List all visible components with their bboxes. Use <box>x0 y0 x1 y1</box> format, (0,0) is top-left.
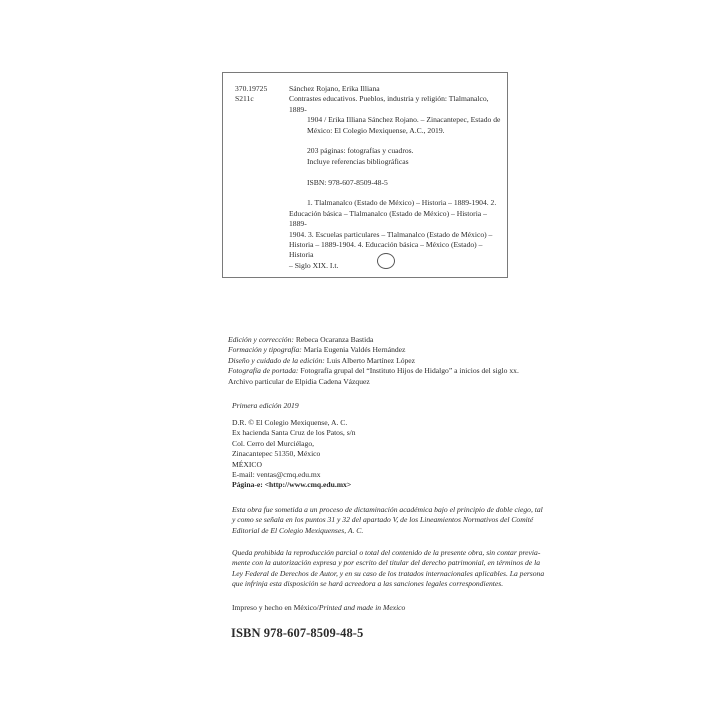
card-hole-icon <box>377 253 395 269</box>
copyright-notice <box>232 548 592 590</box>
edition: Primera edición 2019 <box>232 401 299 410</box>
address-line: Zinacantepec 51350, México <box>232 449 321 459</box>
catalog-title-line: 1904 / Erika Illiana Sánchez Rojano. – Zinacantepec, Estado de <box>307 115 501 125</box>
email-line: E-mail: ventas@cmq.edu.mx <box>232 470 321 480</box>
notice-line: Queda prohibida la reproducción parcial o total del contenido de la presente obra, sin contar previa- <box>232 548 541 557</box>
catalog-isbn: ISBN: 978-607-8509-48-5 <box>307 177 388 187</box>
notice-line: Editorial de El Colegio Mexiquenses, A. C. <box>232 525 364 535</box>
catalog-references: Incluye referencias bibliográficas <box>307 156 409 166</box>
catalog-title-line: México: El Colegio Mexiquense, A.C., 2019. <box>307 125 445 135</box>
address-line: Col. Cerro del Murciélago, <box>232 438 315 448</box>
cutter-number: S211c <box>235 94 254 104</box>
catalog-entry <box>289 84 501 271</box>
catalog-subject-line: Historia – 1889-1904. 4. Educación básica – México (Estado) – Historia <box>289 240 483 260</box>
credit-line: Formación y tipografía: María Eugenia Valdés Hernández <box>228 345 406 355</box>
country-line: MÉXICO <box>232 459 262 469</box>
catalog-subject-line: 1. Tlalmanalco (Estado de México) – Historia – 1889-1904. 2. <box>307 198 497 208</box>
catalog-subject-line: – Siglo XIX. I.t. <box>289 260 339 270</box>
address-line: Ex hacienda Santa Cruz de los Patos, s/n <box>232 428 356 438</box>
catalog-subject-line: Educación básica – Tlalmanalco (Estado de México) – Historia – 1889- <box>289 208 487 229</box>
credits <box>228 335 648 387</box>
notice-line: Esta obra fue sometida a un proceso de dictaminación académica bajo el principio de doble ciego, tal <box>232 505 543 514</box>
catalog-subject-line: 1904. 3. Escuelas particulares – Tlalmanalco (Estado de México) – <box>289 229 493 239</box>
rights-line: D.R. © El Colegio Mexiquense, A. C. <box>232 418 348 427</box>
credit-line: Edición y corrección: Rebeca Ocaranza Bastida <box>228 335 374 344</box>
web-line: Página-e: <http://www.cmq.edu.mx> <box>232 480 352 490</box>
publisher-address <box>232 418 356 491</box>
notice-line: mente con la autorización expresa y por escrito del titular del derecho patrimonial, en términos de la <box>232 558 540 568</box>
credit-line: Fotografía de portada: Fotografía grupal del “Instituto Hijos de Hidalgo” a inicios del siglo xx. <box>228 366 519 376</box>
catalog-title-line: Contrastes educativos. Pueblos, industria y religión: Tlalmanalco, 1889- <box>289 94 489 114</box>
notice-line: Ley Federal de Derechos de Autor, y en su caso de los tratados internacionales aplicables. La persona <box>232 568 545 578</box>
notice-line: y como se señala en los puntos 31 y 32 del apartado V, de los Lineamientos Normativos del Comité <box>232 515 534 525</box>
review-notice <box>232 505 592 536</box>
classification <box>235 84 267 105</box>
credit-extra: Archivo particular de Elpidia Cadena Vázquez <box>228 376 370 386</box>
catalog-author: Sánchez Rojano, Erika Illiana <box>289 84 380 93</box>
notice-line: que infrinja esta disposición se hará acreedora a las sanciones legales correspondientes. <box>232 579 504 589</box>
class-number: 370.19725 <box>235 84 268 93</box>
isbn-footer: ISBN 978-607-8509-48-5 <box>231 626 364 640</box>
credit-line: Diseño y cuidado de la edición: Luis Alberto Martínez López <box>228 355 416 365</box>
catalog-pages: 203 páginas: fotografías y cuadros. <box>307 146 414 156</box>
catalog-card <box>222 72 508 278</box>
printed-in: Impreso y hecho en México/Printed and made in Mexico <box>232 603 406 612</box>
